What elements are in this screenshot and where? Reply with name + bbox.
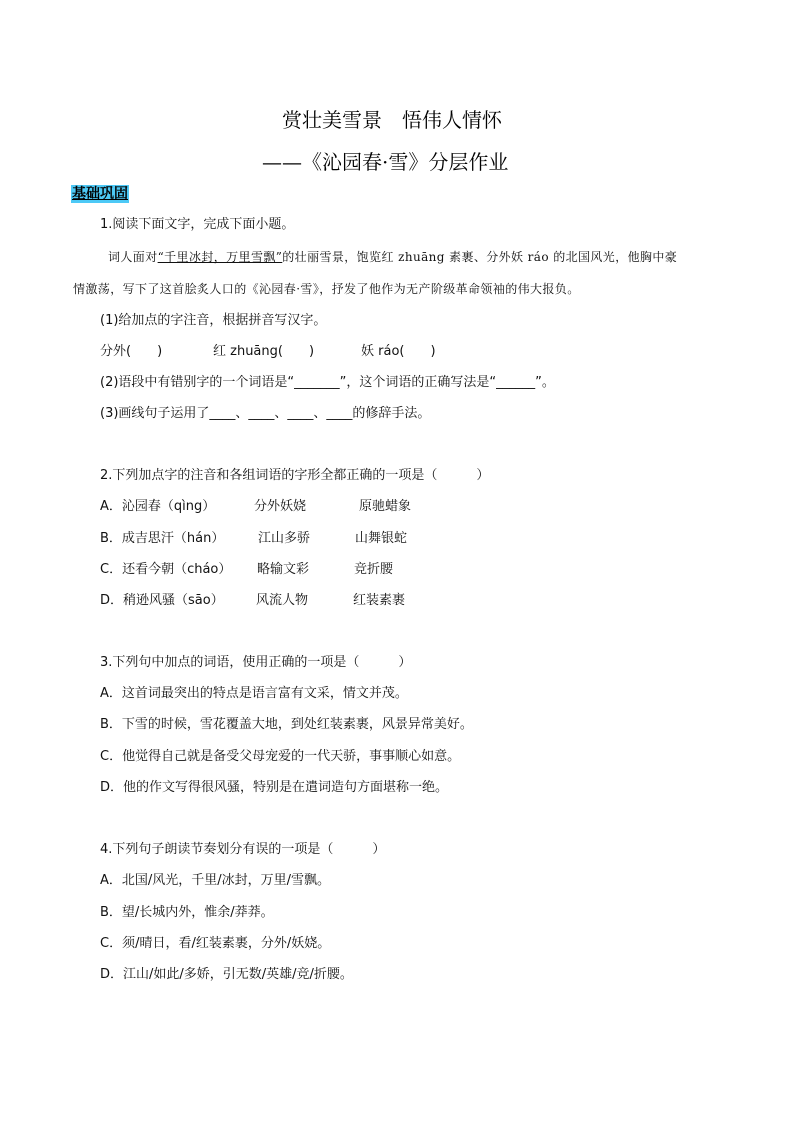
q2-option-b: B．成吉思汗（hán） <box>100 531 225 546</box>
q1-blank-c: 妖 ráo( ) <box>361 344 436 359</box>
q2-option-d-word2: 红装素裹 <box>353 593 406 608</box>
q1-sub3: (3)画线句子运用了____、____、____、____的修辞手法。 <box>100 406 431 421</box>
q2-option-c: C．还看今朝（cháo） <box>100 562 232 577</box>
q1-passage-line2: 情激荡，写下了这首脍炙人口的《沁园春·雪》，抒发了他作为无产阶级革命领袖的伟大报负。 <box>73 282 580 296</box>
q4-option-a: A．北国/风光，千里/冰封，万里/雪飘。 <box>100 873 331 888</box>
q3-stem: 3.下列句中加点的词语，使用正确的一项是（ ） <box>100 655 412 670</box>
q2-option-d: D．稍逊风骚（sāo） <box>100 593 224 608</box>
q4-option-d: D．江山/如此/多娇，引无数/英雄/竞/折腰。 <box>100 967 353 982</box>
q3-option-c: C．他觉得自己就是备受父母宠爱的一代天骄，事事顺心如意。 <box>100 749 461 764</box>
section-badge: 基础巩固 <box>72 186 128 202</box>
q1-stem: 1.阅读下面文字，完成下面小题。 <box>100 217 295 232</box>
page-title: 赏壮美雪景 悟伟人情怀 <box>282 108 502 132</box>
q2-option-c-word1: 略输文彩 <box>257 562 310 577</box>
q2-option-c-word2: 竞折腰 <box>354 562 394 577</box>
page-subtitle: ——《沁园春·雪》分层作业 <box>262 150 509 174</box>
q4-stem: 4.下列句子朗读节奏划分有误的一项是（ ） <box>100 842 386 857</box>
passage-text: 词人面对 <box>108 250 158 264</box>
q4-option-b: B．望/长城内外，惟余/莽莽。 <box>100 905 274 920</box>
q2-option-a-word1: 分外妖娆 <box>254 499 307 514</box>
q1-blank-a: 分外( ) <box>100 344 163 359</box>
q1-sub2: (2)语段中有错别字的一个词语是“_______”，这个词语的正确写法是“______”。 <box>100 375 555 390</box>
q3-option-a: A．这首词最突出的特点是语言富有文采，情文并茂。 <box>100 686 408 701</box>
q3-option-d: D．他的作文写得很风骚，特别是在遣词造句方面堪称一绝。 <box>100 780 449 795</box>
q1-passage-line1 <box>108 248 677 265</box>
q2-option-a-word2: 原驰蜡象 <box>359 499 412 514</box>
q2-option-b-word2: 山舞银蛇 <box>355 531 408 546</box>
q2-option-a: A．沁园春（qìng） <box>100 499 216 514</box>
q2-option-b-word1: 江山多骄 <box>258 531 311 546</box>
q2-option-d-word1: 风流人物 <box>256 593 309 608</box>
q2-stem: 2.下列加点字的注音和各组词语的字形全都正确的一项是（ ） <box>100 468 490 483</box>
q1-sub1: (1)给加点的字注音，根据拼音写汉字。 <box>100 313 327 328</box>
passage-text: 的壮丽雪景，饱览红 zhuāng 素裹、分外妖 ráo 的北国风光，他胸中豪 <box>282 250 678 264</box>
underlined-quote: “千里冰封，万里雪飘” <box>157 250 283 264</box>
q3-option-b: B．下雪的时候，雪花覆盖大地，到处红装素裹，风景异常美好。 <box>100 717 473 732</box>
q4-option-c: C．须/晴日，看/红装素裹，分外/妖娆。 <box>100 936 331 951</box>
q1-blank-b: 红 zhuāng( ) <box>213 344 315 359</box>
